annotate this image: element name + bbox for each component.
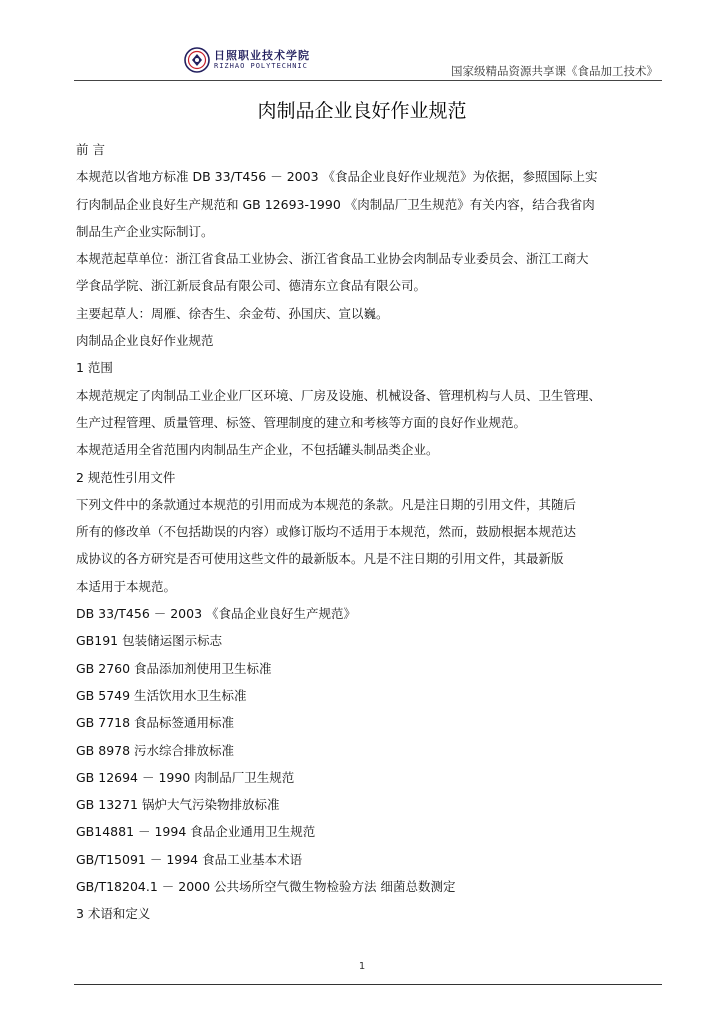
course-title: 国家级精品资源共享课《食品加工技术》 [451,64,658,78]
section-heading: 3 术语和定义 [76,906,151,922]
footer-divider [74,984,662,985]
body-line: 制品生产企业实际制订。 [76,223,214,239]
reference-item: GB 5749 生活饮用水卫生标准 [76,687,247,703]
section-heading: 2 规范性引用文件 [76,469,176,485]
reference-item: GB/T18204.1 － 2000 公共场所空气微生物检验方法 细菌总数测定 [76,879,456,895]
body-line: 本规范规定了肉制品工业企业厂区环境、厂房及设施、机械设备、管理机构与人员、卫生管理、 [76,387,602,403]
body-line: 成协议的各方研究是否可使用这些文件的最新版本。凡是不注日期的引用文件，其最新版 [76,551,564,567]
school-logo [184,46,310,74]
body-line: 本规范适用全省范围内肉制品生产企业，不包括罐头制品类企业。 [76,442,439,458]
section-heading: 前 言 [76,142,105,157]
document-body [76,136,656,928]
body-line: 学食品学院、浙江新辰食品有限公司、德清东立食品有限公司。 [76,278,427,294]
reference-item: GB 2760 食品添加剂使用卫生标准 [76,660,272,676]
body-line: 下列文件中的条款通过本规范的引用而成为本规范的条款。凡是注日期的引用文件，其随后 [76,496,577,512]
body-line: 所有的修改单（不包括勘误的内容）或修订版均不适用于本规范，然而，鼓励根据本规范达 [76,524,577,540]
body-line: 本适用于本规范。 [76,578,177,594]
school-emblem-icon [184,47,210,73]
reference-item: GB 8978 污水综合排放标准 [76,742,235,758]
body-line: 本规范以省地方标准 DB 33/T456 － 2003 《食品企业良好作业规范》为依据，参照国际上实 [76,169,598,185]
reference-item: GB191 包装储运图示标志 [76,633,223,649]
body-line: 行肉制品企业良好生产规范和 GB 12693-1990 《肉制品厂卫生规范》有关内容，结合我省肉 [76,196,595,212]
reference-item: GB 12694 － 1990 肉制品厂卫生规范 [76,769,295,785]
body-line: 本规范起草单位：浙江省食品工业协会、浙江省食品工业协会肉制品专业委员会、浙江工商大 [76,251,589,267]
reference-item: DB 33/T456 － 2003 《食品企业良好生产规范》 [76,606,357,622]
school-name-en: RIZHAO POLYTECHNIC [214,62,308,70]
reference-item: GB 13271 锅炉大气污染物排放标准 [76,797,280,813]
section-heading: 1 范围 [76,360,113,376]
body-line: 主要起草人：周雁、徐杏生、余金苟、孙国庆、宣以巍。 [76,305,389,321]
body-line: 生产过程管理、质量管理、标签、管理制度的建立和考核等方面的良好作业规范。 [76,414,527,430]
page-number: 1 [358,961,366,972]
reference-item: GB 7718 食品标签通用标准 [76,715,235,731]
reference-item: GB14881 － 1994 食品企业通用卫生规范 [76,824,316,840]
section-heading: 肉制品企业良好作业规范 [76,333,214,349]
page-header [74,44,662,81]
school-name-cn: 日照职业技术学院 [214,49,310,62]
reference-item: GB/T15091 － 1994 食品工业基本术语 [76,851,303,867]
document-title: 肉制品企业良好作业规范 [257,100,467,122]
